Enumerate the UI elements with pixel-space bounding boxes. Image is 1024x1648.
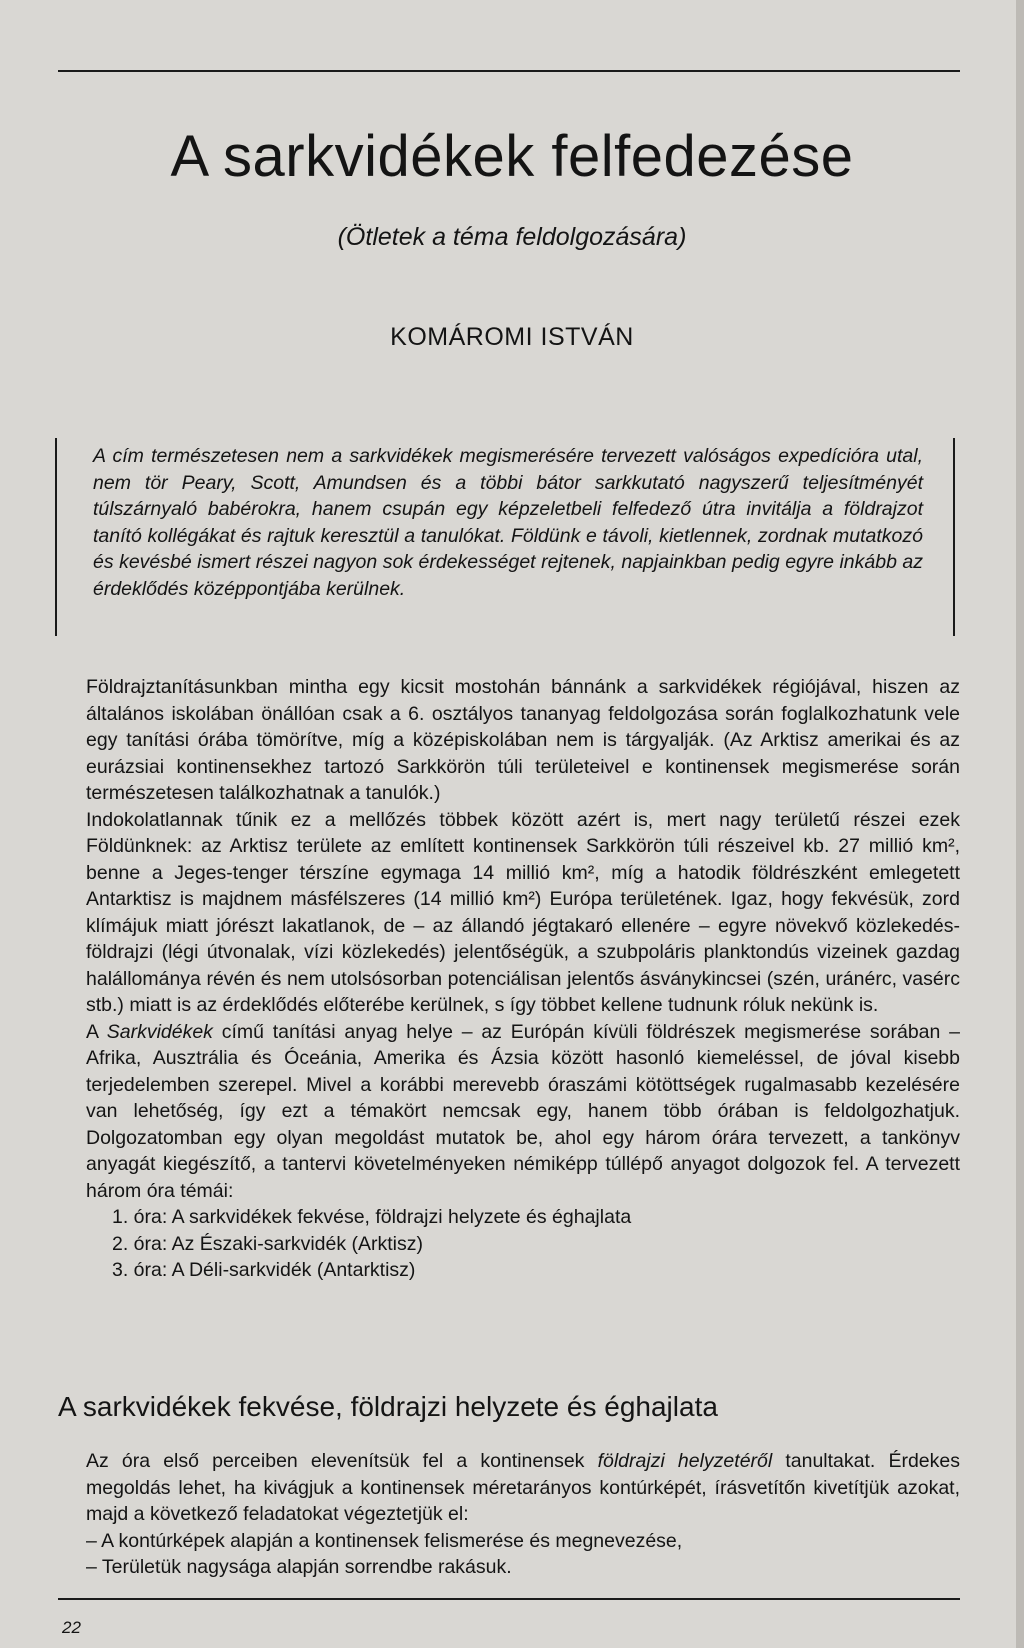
lesson-item-2: 2. óra: Az Északi-sarkvidék (Arktisz) — [112, 1232, 423, 1255]
lesson-list — [86, 1204, 960, 1284]
task-list — [86, 1528, 960, 1581]
page-subtitle: (Ötletek a téma feldolgozására) — [337, 223, 687, 251]
task-item-2: – Területük nagysága alapján sorrendbe rakásuk. — [86, 1556, 512, 1578]
body-paragraph-3 — [86, 1019, 960, 1205]
abstract-text: A cím természetesen nem a sarkvidékek megismerésére tervezett valóságos expedícióra utal, nem tör Peary, Scott, Amundsen és a többi bátor sarkkutató nagyszerű teljesítményét túlszárnyaló babérokra, hanem csupán egy képzeletbeli felfedező útra invitálja a földrajzot tanító kollégákat és rajtuk keresztül a tanulókat. Földünk e távoli, kietlennek, zordnak mutatkozó és kevésbé ismert részei nagyon sok érdekességet rejtenek, napjainkban pedig egyre inkább az érdeklődés középpontjába kerülnek. — [93, 445, 923, 600]
task-item-1: – A kontúrképek alapján a kontinensek felismerése és megnevezése, — [86, 1529, 683, 1552]
section-paragraph-1 — [86, 1448, 960, 1528]
author-name: KOMÁROMI ISTVÁN — [390, 323, 634, 351]
section-paragraph-start: Az óra első perceiben elevenítsük fel a kontinensek — [86, 1450, 598, 1472]
lesson-item-3: 3. óra: A Déli-sarkvidék (Antarktisz) — [112, 1259, 416, 1281]
section-paragraph-emphasis: földrajzi helyzetéről — [597, 1450, 773, 1472]
body-paragraph-2: Indokolatlannak tűnik ez a mellőzés többek között azért is, mert nagy területű részei ezek Földünknek: az Arktisz területe az említett kontinensek Sarkkörön túli részeivel kb. 27 millió km², benne a Jeges-tenger térszíne egymaga 14 millió km², míg a hatodik földrészként emlegetett Antarktisz is majdnem másfélszeres (14 millió km²) Európa területének. Igaz, hogy fekvésük, zord klímájuk miatt jórészt lakatlanok, de – az állandó jégtakaró ellenére – egyre növekvő közlekedés-földrajzi (légi útvonalak, vízi közlekedés) jelentőségük, a szubpoláris planktondús vizeinek gazdag halállománya révén és nem utolsósorban potenciálisan jelentős ásványkincsei (szén, uránérc, vasérc stb.) miatt is az érdeklődés előterébe kerülnek, s így többet kellene tudnunk róluk nekünk is. — [86, 808, 960, 1016]
page-number: 22 — [62, 1618, 81, 1637]
article-body — [86, 674, 960, 1284]
body-paragraph-1: Földrajztanításunkban mintha egy kicsit mostohán bánnánk a sarkvidékek régiójával, hiszen az általános iskolában önállóan csak a 6. osztályos tananyag feldolgozása során foglalkozhatunk vele egy tanítási órába tömörítve, míg a középiskolában nem is tárgyalják. (Az Arktisz amerikai és az eurázsiai kontinensekhez tartozó Sarkkörön túli területeivel e kontinensek megismerése során természetesen találkozhatnak a tanulók.) — [86, 676, 960, 804]
abstract-box — [55, 438, 955, 636]
body-paragraph-3-emphasis: Sarkvidékek — [106, 1020, 213, 1043]
section-body — [86, 1448, 960, 1581]
bottom-rule — [58, 1598, 960, 1600]
top-rule — [58, 70, 960, 72]
section-heading: A sarkvidékek fekvése, földrajzi helyzete és éghajlata — [58, 1391, 718, 1422]
page-title: A sarkvidékek felfedezése — [170, 124, 854, 189]
section-paragraph-rest: tanultakat. Érdekes megoldás lehet, ha kivágjuk a kontinensek méretarányos kontúrképét, írásvetítőn kivetítjük azokat, majd a következő feladatokat végeztetjük el: — [86, 1450, 960, 1525]
body-paragraph-3-rest: című tanítási anyag helye – az Európán kívüli földrészek megismerése sorában – Afrika, Ausztrália és Óceánia, Amerika és Ázsia között hasonló kiemeléssel, de jóval kisebb terjedelemben szerepel. Mivel a korábbi merevebb óraszámi kötöttségek rugalmasabb kezelésére van lehetőség, így ezt a témakört nemcsak egy, hanem több órában is feldolgozhatjuk. Dolgozatomban egy olyan megoldást mutatok be, ahol egy három órára tervezett, a tankönyv anyagát kiegészítő, a tantervi követelményeken némiképp túllépő anyagot dolgozok fel. A tervezett három óra témái: — [86, 1020, 960, 1202]
body-paragraph-3-start: A — [86, 1020, 107, 1043]
lesson-item-1: 1. óra: A sarkvidékek fekvése, földrajzi helyzete és éghajlata — [112, 1206, 632, 1228]
